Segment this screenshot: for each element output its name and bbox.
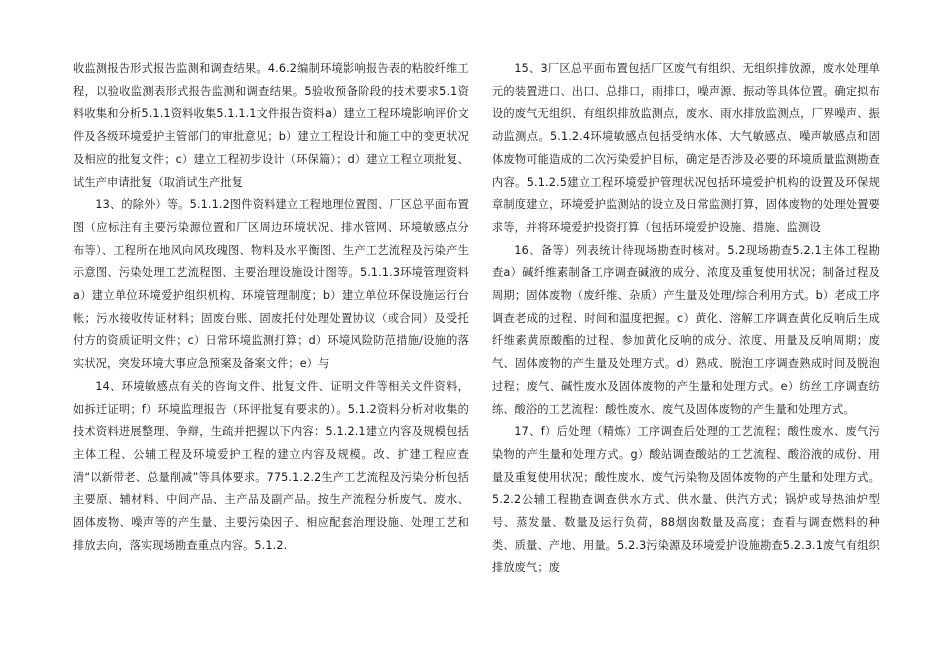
paragraph-left-2: 13、的除外）等。5.1.1.2图件资料建立工程地理位置图、厂区总平面布置图（应标注有主要污染源位置和厂区周边环境状况、排水管网、环境敏感点分布等）、工程所在地风向风玫瑰图、物料及水平衡图、生产工艺流程及污染产生示意图、污染处理工艺流程图、主要治理设施设计图等。5.1.1.3环境管理资料a）建立单位环境爱护组织机构、环境管理制度；b）建立单位环保设施运行台帐；污水接收传证材料；固废台账、固废托付处理处置协议（或合同）及受托付方的资质证明文件；c）日常环境监测打算；d）环境风险防范措施/设施的落实状况，突发环境大事应急预案及备案文件；e）与 xyxy=(73,198,469,371)
paragraph-right-2: 16、备等）列表统计待现场勘查时核对。5.2现场勘查5.2.1主体工程勘查a）碱纤维素制备工序调查碱液的成分、浓度及重复使用状况；制备过程及周期；固体废物（废纤维、杂质）产生量及处理/综合利用方式。b）老成工序调查老成的过程、时间和温度把握。c）黄化、溶解工序调查黄化反响后生成纤维素黄原酸酯的过程、参加黄化反响的成分、浓度、用量及反响周期；废气、固体废物的产生量及处理方式。d）熟成、脱泡工序调查熟成时间及脱泡过程；废气、碱性废水及固体废物的产生量和处理方式。e）纺丝工序调查纺练、酸浴的工艺流程：酸性废水、废气及固体废物的产生量和处理方式。 xyxy=(492,243,880,416)
left-column xyxy=(73,58,469,557)
paragraph-left-1: 收监测报告形式报告监测和调查结果。4.6.2编制环境影响报告表的粘胶纤维工程，以验收监测表形式报告监测和调查结果。5验收预备阶段的技术要求5.1资料收集和分析5.1.1资料收集5.1.1.1文件报告资料a）建立工程环境影响评价文件及各级环境爱护主管部门的审批意见；b）建立工程设计和施工中的变更状况及相应的批复文件；c）建立工程初步设计（环保篇）；d）建立工程立项批复、试生产申请批复（取消试生产批复 xyxy=(73,62,469,189)
paragraph-right-1: 15、3厂区总平面布置包括厂区废气有组织、无组织排放源，废水处理单元的装置进口、出口、总排口，雨排口，噪声源、振动等具体位置。确定拟布设的废气无组织、有组织排放监测点，废水、雨水排放监测点，厂界噪声、振动监测点。5.1.2.4环境敏感点包括受纳水体、大气敏感点、噪声敏感点和固体废物可能造成的二次污染爱护目标，确定是否涉及必要的环境质量监测勘查内容。5.1.2.5建立工程环境爱护管理状况包括环境爱护机构的设置及环保规章制度建立，环境爱护监测站的设立及日常监测打算，固体废物的处理处置要求等，并将环境爱护投资打算（包括环境爱护设施、措施、监测设 xyxy=(492,62,880,234)
paragraph-right-3: 17、f）后处理（精炼）工序调查后处理的工艺流程；酸性废水、废气污染物的产生量和处理方式。g）酸站调查酸站的工艺流程、酸浴液的成份、用量及重复使用状况；酸性废水、废气污染物及固体废物的产生量和处理方式。5.2.2公辅工程勘查调查供水方式、供水量、供汽方式；锅炉或导热油炉型号、蒸发量、数量及运行负荷，88烟囱数量及高度；查看与调查燃料的种类、质量、产地、用量。5.2.3污染源及环境爱护设施勘查5.2.3.1废气有组织排放废气；废 xyxy=(492,425,880,575)
right-column xyxy=(492,58,880,580)
paragraph-left-3: 14、环境敏感点有关的咨询文件、批复文件、证明文件等相关文件资料，如拆迁证明；f）环境监理报告（环评批复有要求的）。5.1.2资料分析对收集的技术资料进展整理、争辩，生疏并把握以下内容：5.1.2.1建立内容及规模包括主体工程、公辅工程及环境爱护工程的建立内容及规模。改、扩建工程应查清“以新带老、总量削减”等具体要求。775.1.2.2生产工艺流程及污染分析包括主要原、辅材料、中间产品、主产品及副产品。按生产流程分析废气、废水、固体废物、噪声等的产生量、主要污染因子、相应配套治理设施、处理工艺和排放去向，落实现场勘查重点内容。5.1.2. xyxy=(73,379,469,552)
